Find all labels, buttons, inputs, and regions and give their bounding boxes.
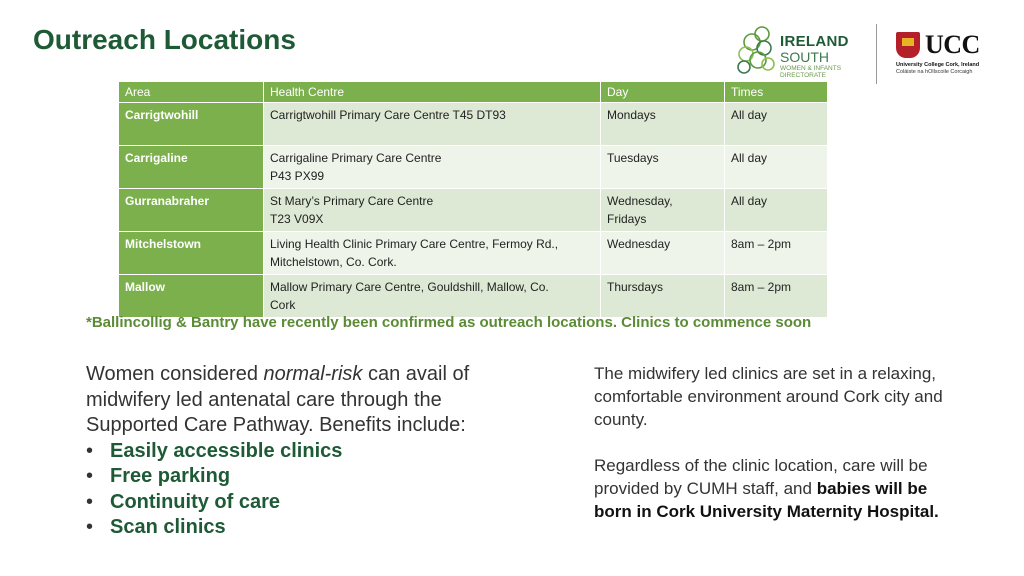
benefit-item: • Continuity of care <box>86 490 526 516</box>
header-times: Times <box>725 82 828 103</box>
day-line: Tuesdays <box>607 151 659 165</box>
environment-paragraph: The midwifery led clinics are set in a relaxing, comfortable environment around Cork city and county. <box>594 364 943 429</box>
outreach-note: *Ballincollig & Bantry have recently been confirmed as outreach locations. Clinics to commence soon <box>86 314 812 331</box>
header-area: Area <box>119 82 264 103</box>
ucc-text: UCC <box>925 30 980 59</box>
times-cell: 8am – 2pm <box>725 275 828 318</box>
table-row <box>119 275 828 318</box>
intro-text: Women considered <box>86 363 264 385</box>
centre-line: Living Health Clinic Primary Care Centre, Fermoy Rd., <box>270 237 559 251</box>
centre-line: Mallow Primary Care Centre, Gouldshill, Mallow, Co. <box>270 280 549 294</box>
benefit-item: • Scan clinics <box>86 515 526 541</box>
outreach-table <box>118 81 828 318</box>
centre-line: Carrigaline Primary Care Centre <box>270 151 442 165</box>
day-cell <box>601 275 725 318</box>
day-cell <box>601 232 725 275</box>
day-line: Wednesday <box>607 237 671 251</box>
intro-paragraph <box>86 362 526 439</box>
centre-line: St Mary’s Primary Care Centre <box>270 194 434 208</box>
times-cell: All day <box>725 103 828 146</box>
intro-text: can avail of midwifery led antenatal care through the Supported Care Pathway. Benefits include: <box>86 363 470 436</box>
care-text: Regardless of the clinic location, care will be provided by CUMH staff, and <box>594 456 928 498</box>
ireland-south-logo <box>734 22 864 82</box>
header-health-centre: Health Centre <box>264 82 601 103</box>
ucc-crest-icon <box>896 32 920 58</box>
care-paragraph <box>594 454 954 523</box>
care-emphasis: babies will be born in Cork University Maternity Hospital. <box>594 479 939 521</box>
centre-cell <box>264 146 601 189</box>
clinic-info-section <box>594 362 954 523</box>
area-cell: Gurranabraher <box>119 189 264 232</box>
centre-line: T23 V09X <box>270 212 324 226</box>
table-row <box>119 189 828 232</box>
ucc-irish-name: Coláiste na hOllscoile Corcaigh <box>896 69 973 75</box>
logo-divider <box>876 24 877 84</box>
normal-risk-emphasis: normal-risk <box>263 363 363 385</box>
area-cell: Carrigaline <box>119 146 264 189</box>
table-row <box>119 232 828 275</box>
centre-line: P43 PX99 <box>270 169 325 183</box>
centre-line: Cork <box>270 298 296 312</box>
benefit-item: • Easily accessible clinics <box>86 439 526 465</box>
south-text: SOUTH <box>780 49 829 65</box>
centre-line <box>270 124 594 142</box>
day-line: Thursdays <box>607 280 664 294</box>
benefit-item: • Free parking <box>86 464 526 490</box>
page-title: Outreach Locations <box>33 24 296 55</box>
times-cell: 8am – 2pm <box>725 232 828 275</box>
table-row <box>119 103 828 146</box>
area-cell: Carrigtwohill <box>119 103 264 146</box>
centre-cell <box>264 275 601 318</box>
centre-line: Mitchelstown, Co. Cork. <box>270 255 397 269</box>
ucc-english-name: University College Cork, Ireland <box>896 62 980 68</box>
centre-cell <box>264 189 601 232</box>
ireland-text: IRELAND <box>780 33 849 50</box>
table-header-row <box>119 82 828 103</box>
day-cell <box>601 146 725 189</box>
area-cell: Mitchelstown <box>119 232 264 275</box>
benefits-section <box>86 362 526 541</box>
area-cell: Mallow <box>119 275 264 318</box>
times-cell: All day <box>725 146 828 189</box>
day-cell <box>601 103 725 146</box>
centre-line: Carrigtwohill Primary Care Centre T45 DT93 <box>270 108 506 122</box>
day-line: Mondays <box>607 108 656 122</box>
day-cell <box>601 189 725 232</box>
header-day: Day <box>601 82 725 103</box>
centre-cell <box>264 232 601 275</box>
day-line: Fridays <box>607 212 647 226</box>
rings-logo-icon <box>734 24 778 76</box>
ucc-logo <box>896 32 986 77</box>
directorate-text: WOMEN & INFANTS DIRECTORATE <box>780 65 842 79</box>
centre-cell <box>264 103 601 146</box>
benefits-list <box>86 439 526 541</box>
table-row <box>119 146 828 189</box>
times-cell: All day <box>725 189 828 232</box>
day-line: Wednesday, <box>607 194 673 208</box>
